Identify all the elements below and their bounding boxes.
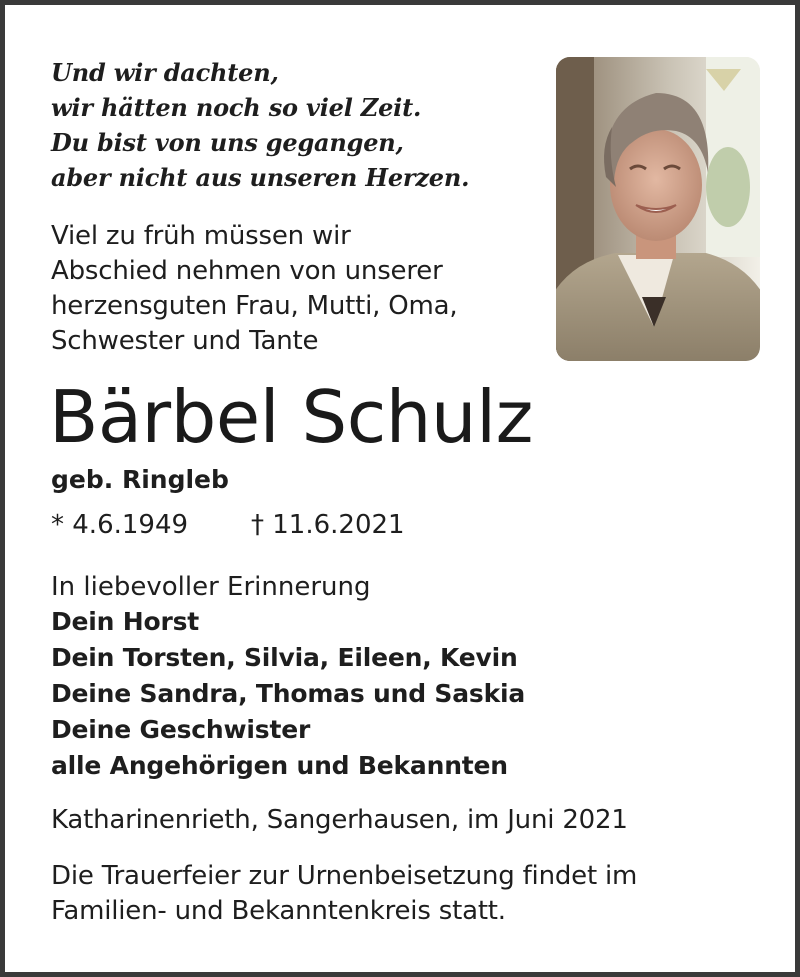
life-dates: [51, 507, 405, 543]
intro-line: Schwester und Tante: [51, 326, 319, 356]
service-notice: [51, 859, 637, 929]
poem-line: Du bist von uns gegangen,: [51, 128, 404, 157]
intro-line: Abschied nehmen von unserer: [51, 256, 443, 286]
poem-line: aber nicht aus unseren Herzen.: [51, 163, 470, 192]
intro-line: herzensguten Frau, Mutti, Oma,: [51, 291, 458, 321]
mourner-line: Dein Torsten, Silvia, Eileen, Kevin: [51, 643, 518, 672]
poem-line: wir hätten noch so viel Zeit.: [51, 93, 422, 122]
deceased-name: Bärbel Schulz: [49, 375, 533, 459]
mourner-line: alle Angehörigen und Bekannten: [51, 751, 508, 780]
poem-line: Und wir dachten,: [51, 58, 279, 87]
mourner-line: Deine Sandra, Thomas und Saskia: [51, 679, 526, 708]
birth-date: * 4.6.1949: [51, 510, 189, 540]
memory-line: In liebevoller Erinnerung: [51, 572, 371, 602]
intro-text: [51, 219, 531, 359]
intro-line: Viel zu früh müssen wir: [51, 221, 351, 251]
service-line: Familien- und Bekanntenkreis statt.: [51, 896, 506, 926]
place-date: Katharinenrieth, Sangerhausen, im Juni 2021: [51, 805, 628, 835]
mourner-line: Dein Horst: [51, 607, 200, 636]
mourners-list: [51, 604, 525, 784]
mourner-line: Deine Geschwister: [51, 715, 311, 744]
death-date: † 11.6.2021: [251, 510, 405, 540]
portrait-photo: [556, 57, 760, 361]
memorial-poem: [51, 55, 511, 195]
maiden-name: geb. Ringleb: [51, 465, 229, 494]
service-line: Die Trauerfeier zur Urnenbeisetzung findet im: [51, 861, 638, 891]
